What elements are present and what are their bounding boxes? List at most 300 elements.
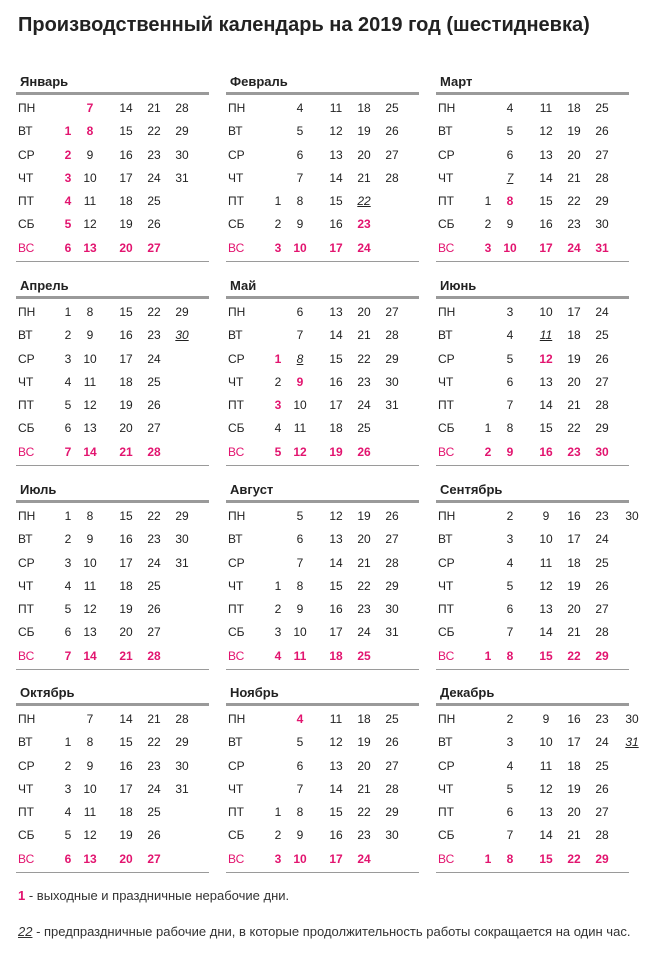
day-cell: 11 [539, 101, 553, 115]
day-cell: 6 [506, 602, 514, 617]
day-cell: 17 [329, 240, 343, 255]
day-cell: 17 [567, 305, 581, 319]
day-cell: 10 [83, 170, 97, 185]
day-cell: 15 [119, 305, 133, 319]
day-cell: 9 [542, 509, 550, 523]
day-cell: 1 [484, 194, 492, 209]
weekday-label: ВС [18, 851, 35, 866]
day-cell: 18 [567, 328, 581, 343]
day-cell: 23 [147, 758, 161, 773]
weekday-row [436, 528, 629, 551]
weekday-label: ПН [18, 712, 36, 726]
month-7 [16, 480, 209, 670]
day-cell: 28 [385, 170, 399, 185]
day-cell: 21 [567, 398, 581, 413]
month-name: Октябрь [20, 685, 75, 700]
day-cell: 3 [506, 735, 514, 750]
day-cell: 19 [119, 398, 133, 413]
day-cell: 26 [595, 578, 609, 593]
weekday-row [226, 598, 419, 621]
day-cell: 5 [64, 602, 72, 617]
day-cell: 29 [595, 648, 609, 663]
day-cell: 28 [595, 828, 609, 843]
day-cell: 15 [329, 805, 343, 820]
day-cell: 30 [175, 328, 189, 343]
day-cell: 29 [175, 124, 189, 139]
month-name: Январь [20, 74, 69, 89]
day-cell: 30 [385, 602, 399, 617]
day-cell: 31 [625, 735, 639, 750]
weekday-label: ПН [18, 305, 36, 319]
legend-pre-sample: 22 [18, 924, 33, 939]
day-cell: 3 [64, 555, 72, 570]
month-bottom-rule [436, 465, 629, 466]
day-cell: 27 [147, 421, 161, 436]
weekday-label: ЧТ [228, 578, 244, 593]
weekday-label: ВС [438, 851, 455, 866]
weekday-label: ПТ [438, 194, 454, 209]
day-cell: 12 [539, 578, 553, 593]
day-cell: 26 [385, 735, 399, 750]
day-cell: 4 [274, 421, 282, 436]
weekday-row [436, 848, 629, 871]
weekday-label: ПТ [228, 194, 244, 209]
month-top-rule [436, 296, 629, 299]
weekday-label: ПТ [228, 398, 244, 413]
day-cell: 8 [506, 851, 514, 866]
day-cell: 27 [385, 758, 399, 773]
day-cell: 6 [64, 625, 72, 640]
day-cell: 5 [274, 444, 282, 459]
weekday-label: ПН [438, 712, 456, 726]
weekday-label: СБ [228, 625, 245, 640]
day-cell: 27 [147, 240, 161, 255]
weekday-label: ПН [228, 101, 246, 115]
month-top-rule [16, 296, 209, 299]
day-cell: 30 [595, 444, 609, 459]
weekday-label: ВТ [438, 328, 453, 343]
day-cell: 23 [567, 217, 581, 232]
weekday-label: СР [18, 555, 35, 570]
day-cell: 20 [357, 758, 371, 773]
day-cell: 31 [175, 555, 189, 570]
day-cell: 30 [175, 147, 189, 162]
day-cell: 13 [539, 602, 553, 617]
day-cell: 22 [147, 124, 161, 139]
weekday-row [436, 371, 629, 394]
day-cell: 9 [86, 147, 94, 162]
weekday-label: ВТ [18, 328, 33, 343]
weekday-row [226, 301, 419, 324]
month-10 [16, 683, 209, 873]
weekday-row [16, 417, 209, 440]
weekday-row [226, 190, 419, 213]
weekday-row [226, 417, 419, 440]
day-cell: 9 [86, 328, 94, 343]
day-cell: 7 [296, 555, 304, 570]
day-cell: 1 [64, 124, 72, 139]
day-cell: 4 [506, 101, 514, 115]
weekday-row [436, 598, 629, 621]
day-cell: 23 [147, 147, 161, 162]
day-cell: 20 [567, 602, 581, 617]
day-cell: 1 [64, 735, 72, 750]
weekday-row [436, 120, 629, 143]
weekday-label: ВТ [18, 735, 33, 750]
day-cell: 6 [506, 374, 514, 389]
month-1 [16, 72, 209, 262]
weekday-row [226, 848, 419, 871]
weekday-row [436, 708, 639, 731]
day-cell: 7 [86, 712, 94, 726]
weekday-label: ВС [228, 851, 245, 866]
day-cell: 28 [385, 555, 399, 570]
weekday-label: СР [438, 758, 455, 773]
day-cell: 24 [595, 532, 609, 547]
month-bottom-rule [436, 872, 629, 873]
weekday-row [16, 575, 209, 598]
day-cell: 11 [83, 578, 97, 593]
day-cell: 20 [567, 805, 581, 820]
weekday-row [436, 190, 629, 213]
day-cell: 5 [296, 735, 304, 750]
day-cell: 30 [385, 374, 399, 389]
day-cell: 19 [119, 217, 133, 232]
legend-preholiday [18, 922, 648, 942]
day-cell: 7 [506, 625, 514, 640]
day-cell: 7 [296, 170, 304, 185]
day-cell: 29 [595, 194, 609, 209]
day-cell: 20 [119, 240, 133, 255]
day-cell: 16 [119, 147, 133, 162]
weekday-label: ВС [438, 648, 455, 663]
day-cell: 15 [119, 735, 133, 750]
month-bottom-rule [226, 872, 419, 873]
month-top-rule [436, 92, 629, 95]
day-cell: 17 [567, 735, 581, 750]
weekday-row [16, 621, 209, 644]
month-name: Сентябрь [440, 482, 503, 497]
weekday-label: ПТ [18, 194, 34, 209]
weekday-label: ПН [18, 509, 36, 523]
weekday-row [16, 731, 209, 754]
weekday-row [16, 190, 209, 213]
weekday-label: ЧТ [438, 781, 454, 796]
month-9 [436, 480, 639, 670]
day-cell: 19 [357, 124, 371, 139]
day-cell: 28 [175, 101, 189, 115]
day-cell: 8 [296, 805, 304, 820]
weekday-row [16, 324, 209, 347]
month-top-rule [436, 500, 629, 503]
weekday-row [16, 528, 209, 551]
day-cell: 7 [296, 328, 304, 343]
day-cell: 15 [539, 421, 553, 436]
weekday-row [436, 824, 629, 847]
weekday-row [226, 97, 419, 120]
day-cell: 23 [147, 532, 161, 547]
day-cell: 22 [357, 578, 371, 593]
day-cell: 4 [506, 555, 514, 570]
day-cell: 12 [329, 509, 343, 523]
month-4 [16, 276, 209, 466]
weekday-label: ВТ [18, 124, 33, 139]
day-cell: 22 [357, 194, 371, 209]
weekday-row [16, 708, 209, 731]
day-cell: 20 [357, 532, 371, 547]
day-cell: 19 [567, 124, 581, 139]
day-cell: 1 [274, 578, 282, 593]
day-cell: 24 [147, 351, 161, 366]
day-cell: 19 [357, 735, 371, 750]
month-2 [226, 72, 419, 262]
day-cell: 21 [567, 828, 581, 843]
day-cell: 24 [147, 170, 161, 185]
day-cell: 10 [83, 781, 97, 796]
weekday-row [226, 144, 419, 167]
weekday-row [16, 755, 209, 778]
weekday-label: СБ [18, 217, 35, 232]
day-cell: 16 [567, 712, 581, 726]
day-cell: 17 [567, 532, 581, 547]
weekday-label: ЧТ [18, 578, 34, 593]
day-cell: 13 [329, 147, 343, 162]
month-top-rule [16, 92, 209, 95]
month-top-rule [226, 703, 419, 706]
day-cell: 7 [64, 648, 72, 663]
weekday-row [436, 144, 629, 167]
day-cell: 20 [567, 374, 581, 389]
weekday-label: СБ [228, 217, 245, 232]
weekday-row [16, 371, 209, 394]
day-cell: 16 [329, 602, 343, 617]
weekday-label: СБ [228, 828, 245, 843]
weekday-row [436, 575, 629, 598]
day-cell: 26 [385, 124, 399, 139]
day-cell: 12 [539, 351, 553, 366]
day-cell: 14 [329, 781, 343, 796]
day-cell: 22 [147, 509, 161, 523]
day-cell: 17 [329, 851, 343, 866]
weekday-row [226, 394, 419, 417]
day-cell: 2 [506, 509, 514, 523]
day-cell: 24 [357, 851, 371, 866]
day-cell: 11 [83, 194, 97, 209]
day-cell: 2 [274, 217, 282, 232]
day-cell: 3 [506, 305, 514, 319]
weekday-label: СБ [18, 421, 35, 436]
weekday-label: ЧТ [18, 374, 34, 389]
day-cell: 15 [329, 194, 343, 209]
weekday-row [226, 755, 419, 778]
day-cell: 4 [274, 648, 282, 663]
day-cell: 5 [296, 124, 304, 139]
weekday-label: СР [18, 147, 35, 162]
day-cell: 8 [86, 509, 94, 523]
day-cell: 25 [357, 648, 371, 663]
day-cell: 20 [357, 147, 371, 162]
day-cell: 3 [64, 351, 72, 366]
weekday-label: СБ [438, 421, 455, 436]
month-name: Май [230, 278, 257, 293]
day-cell: 8 [296, 351, 304, 366]
day-cell: 18 [567, 555, 581, 570]
day-cell: 21 [357, 781, 371, 796]
day-cell: 10 [539, 532, 553, 547]
month-name: Июль [20, 482, 57, 497]
month-name: Август [230, 482, 274, 497]
day-cell: 21 [119, 648, 133, 663]
day-cell: 1 [64, 509, 72, 523]
day-cell: 8 [506, 648, 514, 663]
legend-holidays [18, 886, 289, 906]
day-cell: 16 [329, 374, 343, 389]
day-cell: 15 [539, 851, 553, 866]
weekday-label: СР [228, 147, 245, 162]
day-cell: 8 [506, 421, 514, 436]
weekday-label: ПТ [438, 805, 454, 820]
weekday-label: СБ [438, 217, 455, 232]
day-cell: 25 [595, 101, 609, 115]
day-cell: 3 [64, 781, 72, 796]
weekday-row [226, 505, 419, 528]
weekday-row [226, 575, 419, 598]
day-cell: 7 [506, 170, 514, 185]
day-cell: 12 [329, 735, 343, 750]
day-cell: 24 [357, 398, 371, 413]
month-bottom-rule [226, 465, 419, 466]
day-cell: 24 [147, 555, 161, 570]
weekday-row [16, 301, 209, 324]
weekday-row [16, 505, 209, 528]
day-cell: 14 [119, 712, 133, 726]
weekday-row [16, 167, 209, 190]
month-5 [226, 276, 419, 466]
day-cell: 14 [83, 648, 97, 663]
day-cell: 25 [595, 758, 609, 773]
day-cell: 30 [625, 712, 639, 726]
day-cell: 10 [293, 851, 307, 866]
page-title: Производственный календарь на 2019 год (шестидневка) [18, 14, 590, 36]
day-cell: 31 [595, 240, 609, 255]
day-cell: 9 [86, 758, 94, 773]
day-cell: 29 [385, 805, 399, 820]
day-cell: 27 [385, 147, 399, 162]
day-cell: 14 [329, 170, 343, 185]
weekday-label: ПН [438, 101, 456, 115]
day-cell: 4 [64, 194, 72, 209]
day-cell: 31 [385, 625, 399, 640]
day-cell: 23 [595, 509, 609, 523]
weekday-label: ПН [18, 101, 36, 115]
day-cell: 15 [329, 351, 343, 366]
day-cell: 13 [539, 805, 553, 820]
weekday-row [436, 778, 629, 801]
day-cell: 31 [175, 781, 189, 796]
day-cell: 25 [357, 421, 371, 436]
day-cell: 29 [595, 421, 609, 436]
day-cell: 22 [567, 194, 581, 209]
day-cell: 25 [147, 578, 161, 593]
weekday-row [436, 324, 629, 347]
day-cell: 2 [64, 758, 72, 773]
weekday-label: ПТ [438, 602, 454, 617]
weekday-label: ПН [228, 509, 246, 523]
day-cell: 9 [506, 217, 514, 232]
day-cell: 23 [357, 217, 371, 232]
day-cell: 27 [595, 805, 609, 820]
day-cell: 16 [329, 217, 343, 232]
weekday-label: СР [228, 758, 245, 773]
weekday-row [226, 213, 419, 236]
day-cell: 6 [296, 758, 304, 773]
day-cell: 21 [567, 625, 581, 640]
day-cell: 14 [539, 170, 553, 185]
day-cell: 27 [595, 374, 609, 389]
day-cell: 11 [539, 758, 553, 773]
day-cell: 15 [119, 509, 133, 523]
day-cell: 18 [329, 648, 343, 663]
day-cell: 8 [506, 194, 514, 209]
weekday-label: ПН [228, 712, 246, 726]
day-cell: 28 [595, 170, 609, 185]
weekday-row [436, 394, 629, 417]
day-cell: 11 [329, 712, 343, 726]
day-cell: 28 [595, 398, 609, 413]
weekday-label: ВС [228, 240, 245, 255]
day-cell: 10 [83, 555, 97, 570]
month-bottom-rule [16, 872, 209, 873]
day-cell: 2 [506, 712, 514, 726]
day-cell: 30 [595, 217, 609, 232]
day-cell: 6 [506, 805, 514, 820]
weekday-row [226, 645, 419, 668]
day-cell: 3 [484, 240, 492, 255]
day-cell: 10 [539, 305, 553, 319]
day-cell: 7 [64, 444, 72, 459]
day-cell: 24 [357, 625, 371, 640]
day-cell: 19 [119, 602, 133, 617]
day-cell: 27 [595, 602, 609, 617]
weekday-label: ПТ [18, 398, 34, 413]
day-cell: 3 [274, 240, 282, 255]
day-cell: 14 [539, 625, 553, 640]
day-cell: 29 [385, 578, 399, 593]
weekday-row [436, 237, 629, 260]
weekday-label: ЧТ [18, 781, 34, 796]
weekday-row [226, 552, 419, 575]
day-cell: 26 [595, 124, 609, 139]
day-cell: 28 [385, 328, 399, 343]
day-cell: 7 [296, 781, 304, 796]
day-cell: 26 [147, 217, 161, 232]
month-6 [436, 276, 629, 466]
day-cell: 5 [506, 781, 514, 796]
day-cell: 9 [506, 444, 514, 459]
day-cell: 24 [595, 305, 609, 319]
weekday-row [436, 301, 629, 324]
day-cell: 12 [329, 124, 343, 139]
day-cell: 12 [83, 217, 97, 232]
day-cell: 31 [385, 398, 399, 413]
day-cell: 8 [86, 735, 94, 750]
month-name: Ноябрь [230, 685, 279, 700]
day-cell: 16 [119, 758, 133, 773]
day-cell: 25 [385, 101, 399, 115]
day-cell: 13 [83, 625, 97, 640]
day-cell: 9 [542, 712, 550, 726]
weekday-row [436, 645, 629, 668]
